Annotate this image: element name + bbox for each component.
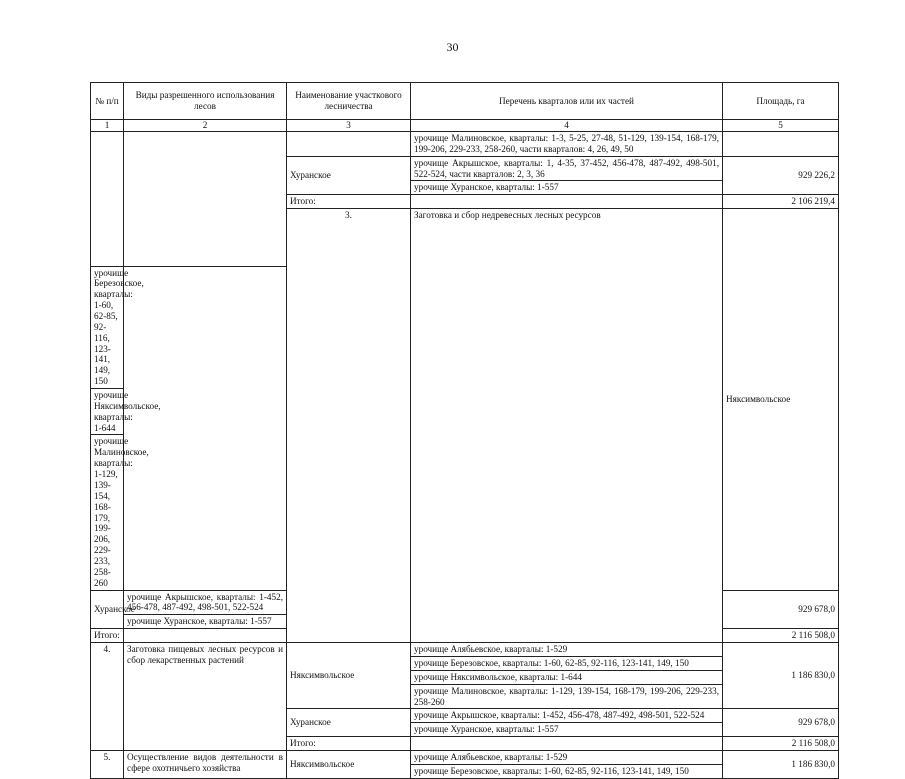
table-row — [91, 751, 839, 765]
quarters-cell: урочище Няксимвольское, кварталы: 1-644 — [91, 389, 124, 435]
header-area: Площадь, га — [723, 83, 839, 120]
table-header-row — [91, 83, 839, 120]
total-empty-cell — [124, 629, 287, 643]
row-num-cell — [91, 132, 124, 267]
use-type-cell: Осуществление видов деятельности в сфере охотничьего хозяйства — [124, 751, 287, 779]
col-number: 4 — [411, 120, 723, 132]
total-empty-cell — [411, 737, 723, 751]
quarters-cell: урочище Алябьевское, кварталы: 1-529 — [411, 643, 723, 657]
use-type-cell: Заготовка пищевых лесных ресурсов и сбор лекарственных растений — [124, 643, 287, 751]
area-cell: 929 678,0 — [723, 709, 839, 737]
header-num: № п/п — [91, 83, 124, 120]
quarters-cell: урочище Хуранское, кварталы: 1-557 — [411, 723, 723, 737]
column-number-row — [91, 120, 839, 132]
quarters-cell: урочище Березовское, кварталы: 1-60, 62-85, 92-116, 123-141, 149, 150 — [411, 764, 723, 778]
use-type-cell — [124, 132, 287, 267]
quarters-cell: урочище Няксимвольское, кварталы: 1-644 — [411, 670, 723, 684]
forestry-cell: Няксимвольское — [287, 751, 411, 779]
col-number: 3 — [287, 120, 411, 132]
area-cell: 1 186 830,0 — [723, 751, 839, 779]
forestry-cell: Няксимвольское — [287, 643, 411, 709]
total-label: Итого: — [287, 195, 411, 209]
header-use-type: Виды разрешенного использования лесов — [124, 83, 287, 120]
quarters-cell: урочище Малиновское, кварталы: 1-129, 139-154, 168-179, 199-206, 229-233, 258-260 — [91, 435, 124, 590]
total-label: Итого: — [91, 629, 124, 643]
forestry-cell: Няксимвольское — [723, 209, 839, 590]
total-empty-cell — [411, 195, 723, 209]
col-number: 2 — [124, 120, 287, 132]
quarters-cell: урочище Хуранское, кварталы: 1-557 — [124, 615, 287, 629]
header-quarters: Перечень кварталов или их частей — [411, 83, 723, 120]
area-cell: 1 186 830,0 — [723, 643, 839, 709]
area-cell: 929 678,0 — [723, 590, 839, 629]
total-value: 2 116 508,0 — [723, 629, 839, 643]
forestry-cell: Хуранское — [91, 590, 124, 629]
page-number: 30 — [446, 40, 459, 54]
area-cell: 929 226,2 — [723, 156, 839, 195]
row-num-cell: 5. — [91, 751, 124, 779]
table-row — [91, 132, 839, 157]
forestry-cell: Хуранское — [287, 156, 411, 195]
quarters-cell: урочище Акрышское, кварталы: 1-452, 456-478, 487-492, 498-501, 522-524 — [124, 590, 287, 615]
col-number: 1 — [91, 120, 124, 132]
table-row — [91, 643, 839, 657]
total-label: Итого: — [287, 737, 411, 751]
quarters-cell: урочище Малиновское, кварталы: 1-129, 139-154, 168-179, 199-206, 229-233, 258-260 — [411, 684, 723, 709]
area-cell — [723, 132, 839, 157]
total-value: 2 116 508,0 — [723, 737, 839, 751]
row-num-cell: 3. — [287, 209, 411, 643]
forestry-cell: Хуранское — [287, 709, 411, 737]
forest-use-table — [90, 82, 839, 779]
quarters-cell: урочище Алябьевское, кварталы: 1-529 — [411, 751, 723, 765]
quarters-cell: урочище Акрышское, кварталы: 1, 4-35, 37-452, 456-478, 487-492, 498-501, 522-524, части кварталов: 2, 3, 36 — [411, 156, 723, 181]
row-num-cell: 4. — [91, 643, 124, 751]
use-type-cell: Заготовка и сбор недревесных лесных ресурсов — [411, 209, 723, 643]
total-value: 2 106 219,4 — [723, 195, 839, 209]
forestry-cell — [287, 132, 411, 157]
col-number: 5 — [723, 120, 839, 132]
quarters-cell: урочище Березовское, кварталы: 1-60, 62-85, 92-116, 123-141, 149, 150 — [91, 266, 124, 388]
quarters-cell: урочище Хуранское, кварталы: 1-557 — [411, 181, 723, 195]
quarters-cell: урочище Малиновское, кварталы: 1-3, 5-25, 27-48, 51-129, 139-154, 168-179, 199-206, 229-233, 258-260, части кварталов: 4, 26, 49, 50 — [411, 132, 723, 157]
header-forestry: Наименование участкового лесничества — [287, 83, 411, 120]
quarters-cell: урочище Акрышское, кварталы: 1-452, 456-478, 487-492, 498-501, 522-524 — [411, 709, 723, 723]
quarters-cell: урочище Березовское, кварталы: 1-60, 62-85, 92-116, 123-141, 149, 150 — [411, 656, 723, 670]
